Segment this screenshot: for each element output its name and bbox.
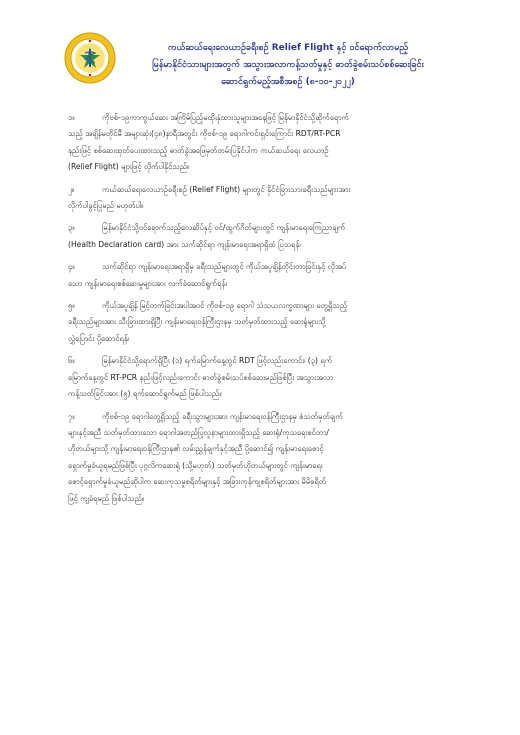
paragraph-line: စောင့်ရှောက်မှုခံယူမည်ဆိုပါက ဆေးကုသမှုစရိတ်များနှင့် အခြားကုန်ကျစရိတ်များအား မိမိစရိတ် [68,477,327,487]
paragraph-number: ၂။ [68,184,75,194]
paragraph-line: မြန်မာနိုင်ငံသို့ဝင်ရောက်သည့်လေဆိပ်နှင့် ဝင်/ထွက်ဂိတ်များတွင် ကျန်းမာရေးကြေညာချက် [102,223,346,233]
paragraph-line: (Relief Flight) များဖြင့် လိုက်ပါနိုင်သည်။ [68,162,190,172]
paragraph-line: ဟိုတယ်များသို့ ကျန်းမာရေးဝန်ကြီးဌာန၏ လမ်းညွှန်ချက်နှင့်အညီ ပို့ဆောင်၍ ကျန်းမာရေးစောင့် [68,444,324,454]
paragraph-line: မြောက်နေ့တွင် RT-PCR နည်းဖြင့်လည်းကောင်း ဓာတ်ခွဲစမ်းသပ်စစ်ဆေးမည်ဖြစ်ပြီး အသွားအလာ [68,372,334,382]
paragraph-number: ၅။ [68,301,75,311]
paragraph-line: ကိုယ်အပူချိန် မြင့်တက်ခြင်းအပါအဝင် ကိုဗစ်-၁၉ ရောဂါ သံသယလက္ခဏာများ တွေ့ရှိသည့် [102,301,348,311]
paragraph-line: ခရီးသည်များအား သီးခြားထားရှိပြီး ကျန်းမာရေးဝန်ကြီးဌာနမှ သတ်မှတ်ထားသည့် ဆေးရုံများသို့ [68,317,326,327]
paragraph-1 [68,110,460,176]
paragraph-6 [68,353,460,402]
document-header [118,40,458,91]
paragraph-line: (Health Declaration card) အား သက်ဆိုင်ရာ ကျန်းမာရေးအရာရှိထံ ပြသရန်၊ [68,239,301,249]
paragraph-5 [68,298,460,347]
paragraph-number: ၃။ [68,223,75,233]
paragraph-number: ၁။ [68,113,75,122]
paragraph-line: သည့် အချိန်မတိုင်မီ အများဆုံး(၄၈)နာရီအတွင်း ကိုဗစ်-၁၉ ရောဂါကင်းရှင်းကြောင်း RDT/RT-PCR [68,129,341,139]
paragraph-line: လွှဲပြောင်း ပို့ဆောင်ရန်၊ [68,333,129,343]
paragraph-2 [68,182,460,215]
paragraph-number: ၆။ [68,356,75,366]
document-body [68,110,460,513]
paragraph-line: ကယ်ဆယ်ရေးလေယာဉ်ခရီးစဉ် (Relief Flight) များတွင် နိုင်ငံခြားသားခရီးသည်များအား [102,184,351,194]
paragraph-line: လိုက်ပါခွင့်ပြုမည် မဟုတ်ပါ။ [68,201,144,211]
paragraph-line: ကိုဗစ်-၁၉ ရောဂါတွေ့ရှိသည့် ခရီးသွားများအား ကျန်းမာရေးဝန်ကြီးဌာနမှ စံသတ်မှတ်ချက် [102,411,343,421]
paragraph-line: သက်ဆိုင်ရာ ကျန်းမာရေးအရာရှိမှ ခရီးသည်များတွင် ကိုယ်အပူချိန်တိုင်းတာခြင်းနှင့် လိုအပ် [102,262,347,272]
header-line-3: ဆောင်ရွက်မည့်အစီအစဉ် (၈-၁၀-၂၀၂၂) [221,77,355,87]
paragraph-line: ရှောက်မှုခံယူရမည်ဖြစ်ပြီး ပုဂ္ဂလိကဆေးရုံ (သို့မဟုတ်) သတ်မှတ်ဟိုတယ်များတွင် ကျန်းမာရေး [68,460,323,470]
paragraph-line: ကိုဗစ်-၁၉ကာကွယ်ဆေး အကြိမ်ပြည့်မထိုးနှံထားသူများအနေဖြင့် မြန်မာနိုင်ငံသို့ဆိုက်ရောက် [102,113,349,122]
paragraph-line: နည်းဖြင့် စစ်ဆေးထုတ်ပေးထားသည့် ဓာတ်ခွဲအဖြေမှတ်တမ်းပြနိုင်ပါက ကယ်ဆယ်ရေး လေယာဉ် [68,145,329,155]
paragraph-number: ၄။ [68,262,75,272]
paragraph-line: များနှင့်အညီ သတ်မှတ်ထားသော ရောဂါအတည်ပြုလူနာများထားရှိသည့် ဆေးရုံ/ကုသရေးစင်တာ/ [68,427,329,437]
paragraph-number: ၇။ [68,411,75,421]
paragraph-line: သော ကျန်းမာရေးစစ်ဆေးမှုများအား လက်ခံဆောင်ရွက်ရန်၊ [68,278,227,288]
paragraph-7 [68,409,460,507]
paragraph-3 [68,220,460,253]
header-line-2: မြန်မာနိုင်ငံသားများအတွက် အသွားအလာကန့်သတ်မှုနှင့် ဓာတ်ခွဲစမ်းသပ်စစ်ဆေးခြင်း [152,60,424,70]
paragraph-line: ကန့်သတ်ခြင်းအား (၅) ရက်ဆောင်ရွက်မည် ဖြစ်ပါသည်။ [68,389,222,399]
ministry-of-health-seal-icon [64,32,116,84]
header-line-1: ကယ်ဆယ်ရေးလေယာဉ်ခရီးစဉ် Relief Flight နှင့် ဝင်ရောက်လာမည့် [167,43,409,53]
paragraph-4 [68,259,460,292]
paragraph-line: မြန်မာနိုင်ငံသို့ရောက်ရှိပြီး (၁) ရက်မြောက်နေ့တွင် RDT ဖြင့်လည်းကောင်း၊ (၃) ရက် [102,356,333,366]
paragraph-line: ဖြင့် ကျခံရမည် ဖြစ်ပါသည်။ [68,493,145,503]
